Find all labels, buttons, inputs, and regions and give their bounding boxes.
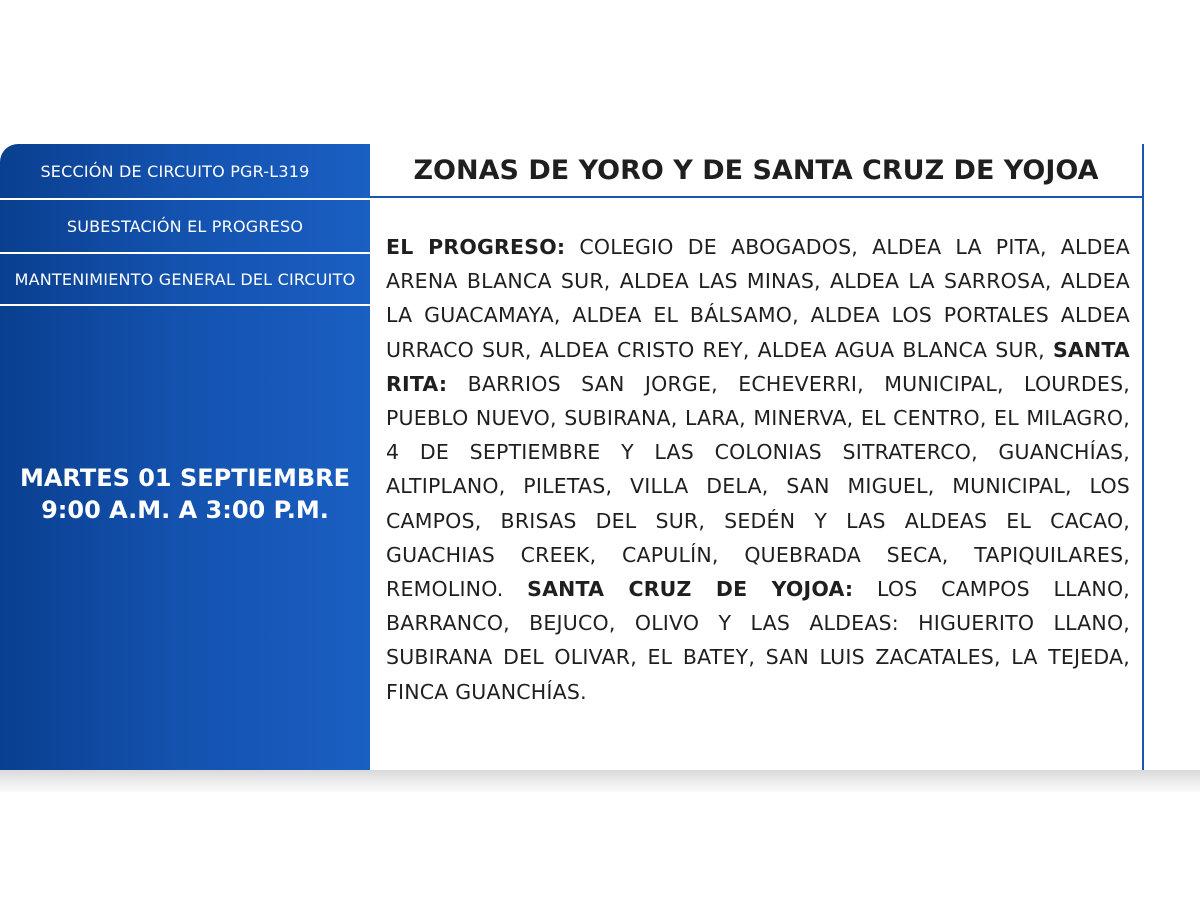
bottom-shadow [0, 770, 1200, 792]
area-places: LOS CAMPOS LLANO, BARRANCO, BEJUCO, OLIVO Y LAS ALDEAS: HIGUERITO LLANO, SUBIRANA DEL OLIVAR, EL BATEY, SAN LUIS ZACATALES, LA TEJEDA, FINCA GUANCHÍAS. [386, 577, 1131, 704]
schedule-panel [0, 144, 370, 770]
substation-label: SUBESTACIÓN EL PROGRESO [66, 216, 304, 236]
area-places: COLEGIO DE ABOGADOS, ALDEA LA PITA, ALDEA ARENA BLANCA SUR, ALDEA LAS MINAS, ALDEA LA SARROSA, ALDEA LA GUACAMAYA, ALDEA EL BÁLSAMO, ALDEA LOS PORTALES ALDEA URRACO SUR, ALDEA CRISTO REY, ALDEA AGUA BLANCA SUR, [386, 235, 1130, 362]
schedule-date: MARTES 01 SEPTIEMBRE [19, 464, 351, 492]
area-name: SANTA CRUZ DE YOJOA: [527, 577, 854, 602]
zones-description [386, 230, 1130, 709]
schedule-time: 9:00 A.M. A 3:00 P.M. [41, 496, 329, 524]
zones-title: ZONAS DE YORO Y DE SANTA CRUZ DE YOJOA [370, 144, 1142, 198]
area-name: SANTA RITA: [386, 337, 1130, 396]
area-places: BARRIOS SAN JORGE, ECHEVERRI, MUNICIPAL, LOURDES, PUEBLO NUEVO, SUBIRANA, LARA, MINERVA, EL CENTRO, EL MILAGRO, 4 DE SEPTIEMBRE Y LAS COLONIAS SITRATERCO, GUANCHÍAS, ALTIPLANO, PILETAS, VILLA DELA, SAN MIGUEL, MUNICIPAL, LOS CAMPOS, BRISAS DEL SUR, SEDÉN Y LAS ALDEAS EL CACAO, GUACHIAS CREEK, CAPULÍN, QUEBRADA SECA, TAPIQUILARES, REMOLINO. [386, 371, 1130, 602]
circuit-section-label: SECCIÓN DE CIRCUITO PGR-L319 [40, 161, 310, 181]
divider [0, 304, 370, 306]
outage-notice [0, 144, 1200, 770]
schedule-datetime [0, 462, 370, 526]
maintenance-label: MANTENIMIENTO GENERAL DEL CIRCUITO [14, 269, 356, 289]
zones-panel [370, 144, 1144, 770]
area-name: EL PROGRESO: [386, 235, 566, 259]
